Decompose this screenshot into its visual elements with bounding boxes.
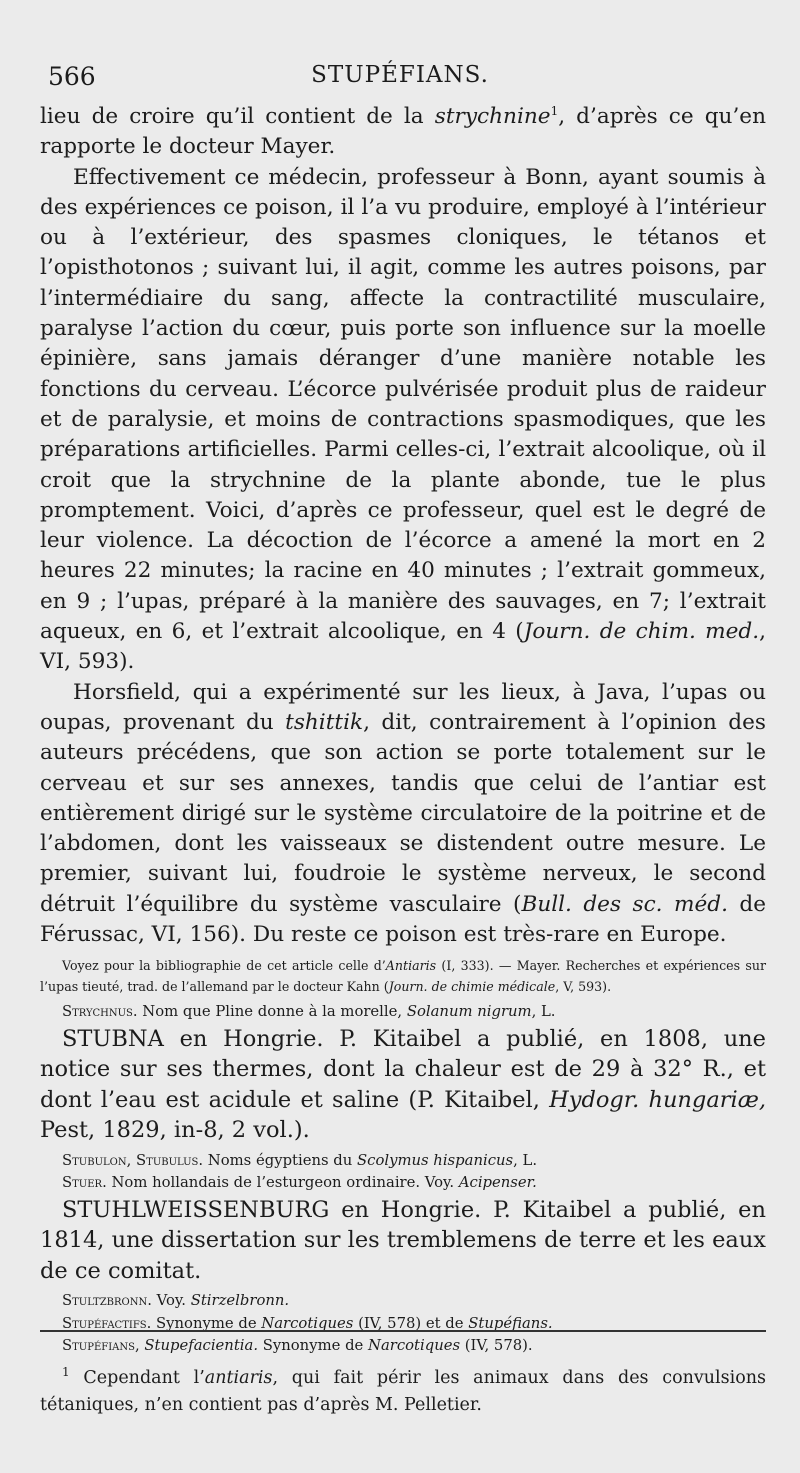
running-title: STUPÉFIANS.	[311, 62, 489, 88]
paragraph-mayer: Effectivement ce médecin, professeur à Bonn, ayant soumis à des expériences ce poison, il l’a vu produire, employé à l’intérieur ou à l’extérieur, des spasmes cloniques, le tétanos et l’opisthotonos ; suivant lui, il agit, comme les autres poisons, par l’intermédiaire du sang, affecte la contractilité musculaire, paralyse l’action du cœur, puis porte son influence sur la moelle épinière, sans jamais déranger d’une manière notable les fonctions du cerveau. L’écorce pulvérisée produit plus de raideur et de paralysie, et moins de contractions spasmodiques, que les préparations artificielles. Parmi celles-ci, l’extrait alcoolique, où il croit que la strychnine de la plante abonde, tue le plus promptement. Voici, d’après ce professeur, quel est le degré de leur violence. La décoction de l’écorce a amené la mort en 2 heures 22 minutes; la racine en 40 minutes ; l’extrait gommeux, en 9 ; l’upas, préparé à la manière des sauvages, en 7; l’extrait aqueux, en 6, et l’extrait alcoolique, en 4 (Journ. de chim. med., VI, 593).	[40, 164, 766, 675]
paragraph-horsfield: Horsfield, qui a expérimenté sur les lieux, à Java, l’upas ou oupas, provenant du tshittik, dit, contrairement à l’opinion des auteurs précédens, que son action se porte totalement sur le cerveau et sur ses annexes, tandis que celui de l’antiar est entièrement dirigé sur le système circulatoire de la poitrine et de l’abdomen, dont les vaisseaux se distendent outre mesure. Le premier, suivant lui, foudroie le système nerveux, le second détruit l’équilibre du système vasculaire (Bull. des sc. méd. de Férussac, VI, 156). Du reste ce poison est très-rare en Europe.	[40, 679, 766, 948]
paragraph-continuation: lieu de croire qu’il contient de la strychnine$^1$, d’après ce qu’en rapporte le docteur Mayer.	[40, 103, 766, 160]
entry-stultzbronn: Stultzbronn. Voy. Stirzelbronn.	[62, 1292, 290, 1310]
entry-stuhlweissenburg: STUHLWEISSENBURG en Hongrie. P. Kitaibel a publié, en 1814, une dissertation sur les tremblemens de terre et les eaux de ce comitat.	[40, 1196, 766, 1284]
entry-stuer: Stuer. Nom hollandais de l’esturgeon ordinaire. Voy. Acipenser.	[62, 1174, 537, 1192]
page-header	[48, 62, 752, 96]
entry-stupefactifs: Stupéfactifs. Synonyme de Narcotiques (IV, 578) et de Stupéfians.	[62, 1314, 553, 1332]
entry-stubulon: Stubulon, Stubulus. Noms égyptiens du Scolymus hispanicus, L.	[62, 1151, 538, 1169]
entry-strychnus: Strychnus. Nom que Pline donne à la morelle, Solanum nigrum, L.	[62, 1003, 556, 1021]
footnote-rule	[40, 1330, 766, 1332]
entry-stubna: STUBNA en Hongrie. P. Kitaibel a publié, en 1808, une notice sur ses thermes, dont la chaleur est de 29 à 32° R., et dont l’eau est acidule et saline (P. Kitaibel, Hydogr. hungariæ, Pest, 1829, in-8, 2 vol.).	[40, 1025, 766, 1144]
page-number: 566	[48, 62, 96, 91]
main-text	[40, 102, 766, 1358]
entry-stupefians: Stupéfians, Stupefacientia. Synonyme de Narcotiques (IV, 578).	[62, 1337, 533, 1355]
footnote: $^1$ Cependant l’antiaris, qui fait périr les animaux dans des convulsions tétaniques, n’en contient pas d’après M. Pelletier.	[40, 1364, 766, 1415]
bibliography-note: Voyez pour la bibliographie de cet article celle d’Antiaris (I, 333). — Mayer. Recherches et expériences sur l’upas tieuté, trad. de l’allemand par le docteur Kahn (Journ. de chimie médicale, V, 593).	[40, 958, 766, 994]
